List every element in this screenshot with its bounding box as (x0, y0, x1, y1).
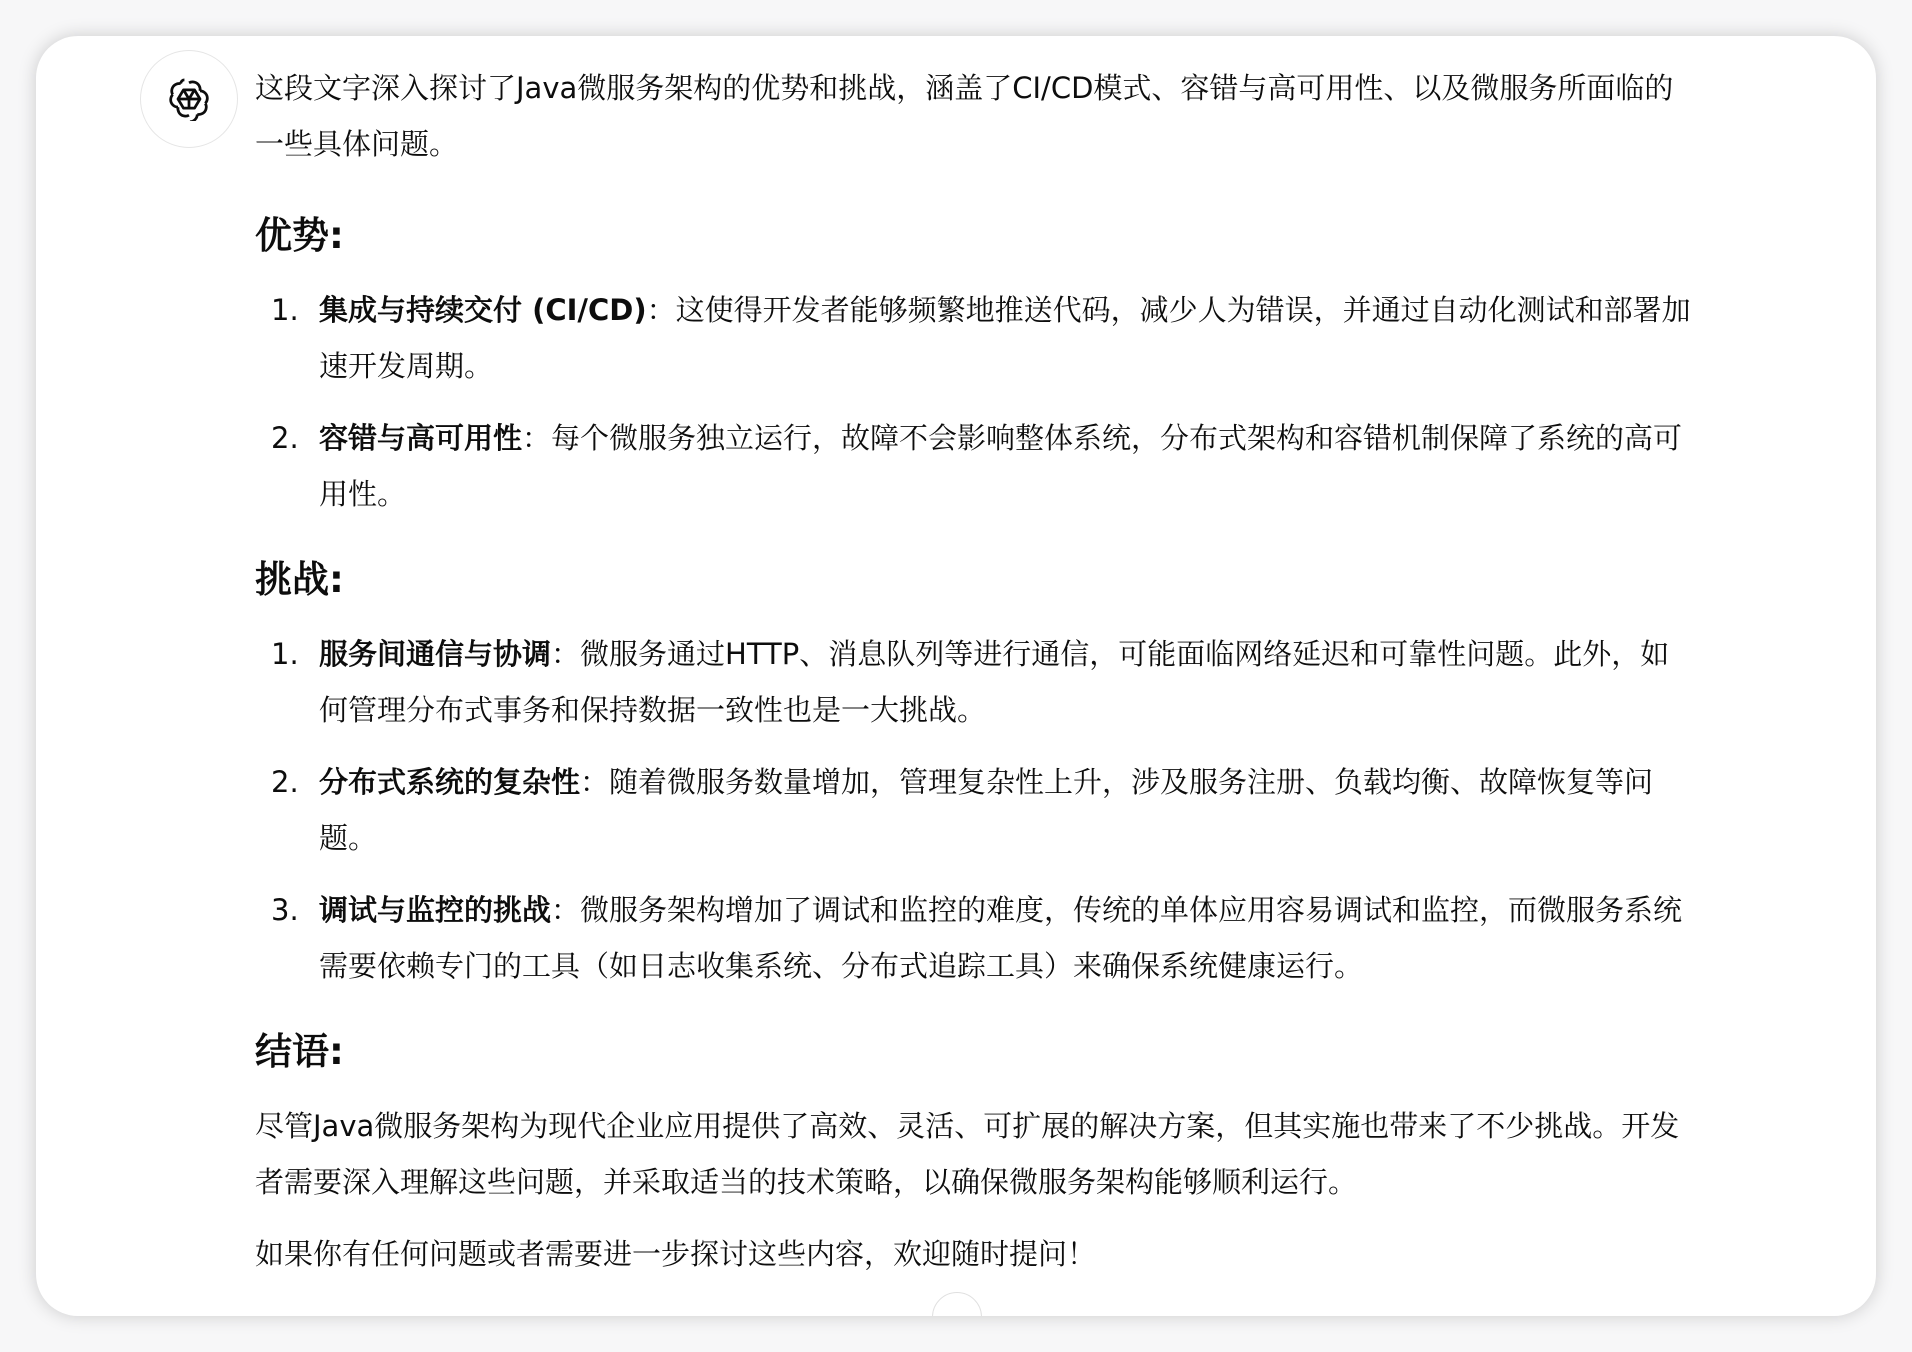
item-text: 微服务通过HTTP、消息队列等进行通信，可能面临网络延迟和可靠性问题。此外，如何管理分布式事务和保持数据一致性也是一大挑战。 (319, 637, 1670, 727)
intro-paragraph: 这段文字深入探讨了Java微服务架构的优势和挑战，涵盖了CI/CD模式、容错与高可用性、以及微服务所面临的一些具体问题。 (255, 71, 1674, 161)
list-number: 1. (271, 637, 299, 671)
item-title: 调试与监控的挑战 (319, 893, 552, 927)
assistant-avatar (140, 50, 238, 148)
item-separator: ： (522, 421, 552, 455)
assistant-message (255, 60, 1695, 1282)
advantages-heading: 优势: (255, 214, 344, 257)
list-number: 2. (271, 421, 299, 455)
advantages-list (255, 282, 1695, 522)
item-separator: ： (580, 765, 610, 799)
item-separator: ： (646, 293, 676, 327)
list-item (255, 626, 1695, 738)
conclusion-heading: 结语: (255, 1030, 344, 1073)
item-text: 每个微服务独立运行，故障不会影响整体系统，分布式架构和容错机制保障了系统的高可用性。 (319, 421, 1683, 511)
list-item (255, 410, 1695, 522)
scroll-down-button[interactable] (932, 1292, 982, 1316)
item-text: 随着微服务数量增加，管理复杂性上升，涉及服务注册、负载均衡、故障恢复等问题。 (319, 765, 1654, 855)
list-number: 3. (271, 893, 299, 927)
item-title: 容错与高可用性 (319, 421, 523, 455)
item-separator: ： (551, 637, 581, 671)
item-title: 分布式系统的复杂性 (319, 765, 581, 799)
item-title: 服务间通信与协调 (319, 637, 552, 671)
item-text: 这使得开发者能够频繁地推送代码，减少人为错误，并通过自动化测试和部署加速开发周期。 (319, 293, 1691, 383)
list-number: 1. (271, 293, 299, 327)
item-title: 集成与持续交付 (CI/CD) (319, 293, 647, 327)
list-item (255, 754, 1695, 866)
openai-logo-icon (167, 77, 211, 121)
challenges-heading: 挑战: (255, 558, 344, 601)
conclusion-paragraph: 尽管Java微服务架构为现代企业应用提供了高效、灵活、可扩展的解决方案，但其实施也带来了不少挑战。开发者需要深入理解这些问题，并采取适当的技术策略，以确保微服务架构能够顺利运行。 (255, 1109, 1680, 1199)
challenges-list (255, 626, 1695, 994)
item-separator: ： (551, 893, 581, 927)
list-item (255, 282, 1695, 394)
list-number: 2. (271, 765, 299, 799)
chat-window (36, 36, 1876, 1316)
closing-paragraph: 如果你有任何问题或者需要进一步探讨这些内容，欢迎随时提问！ (255, 1237, 1097, 1271)
list-item (255, 882, 1695, 994)
item-text: 微服务架构增加了调试和监控的难度，传统的单体应用容易调试和监控，而微服务系统需要依赖专门的工具（如日志收集系统、分布式追踪工具）来确保系统健康运行。 (319, 893, 1683, 983)
